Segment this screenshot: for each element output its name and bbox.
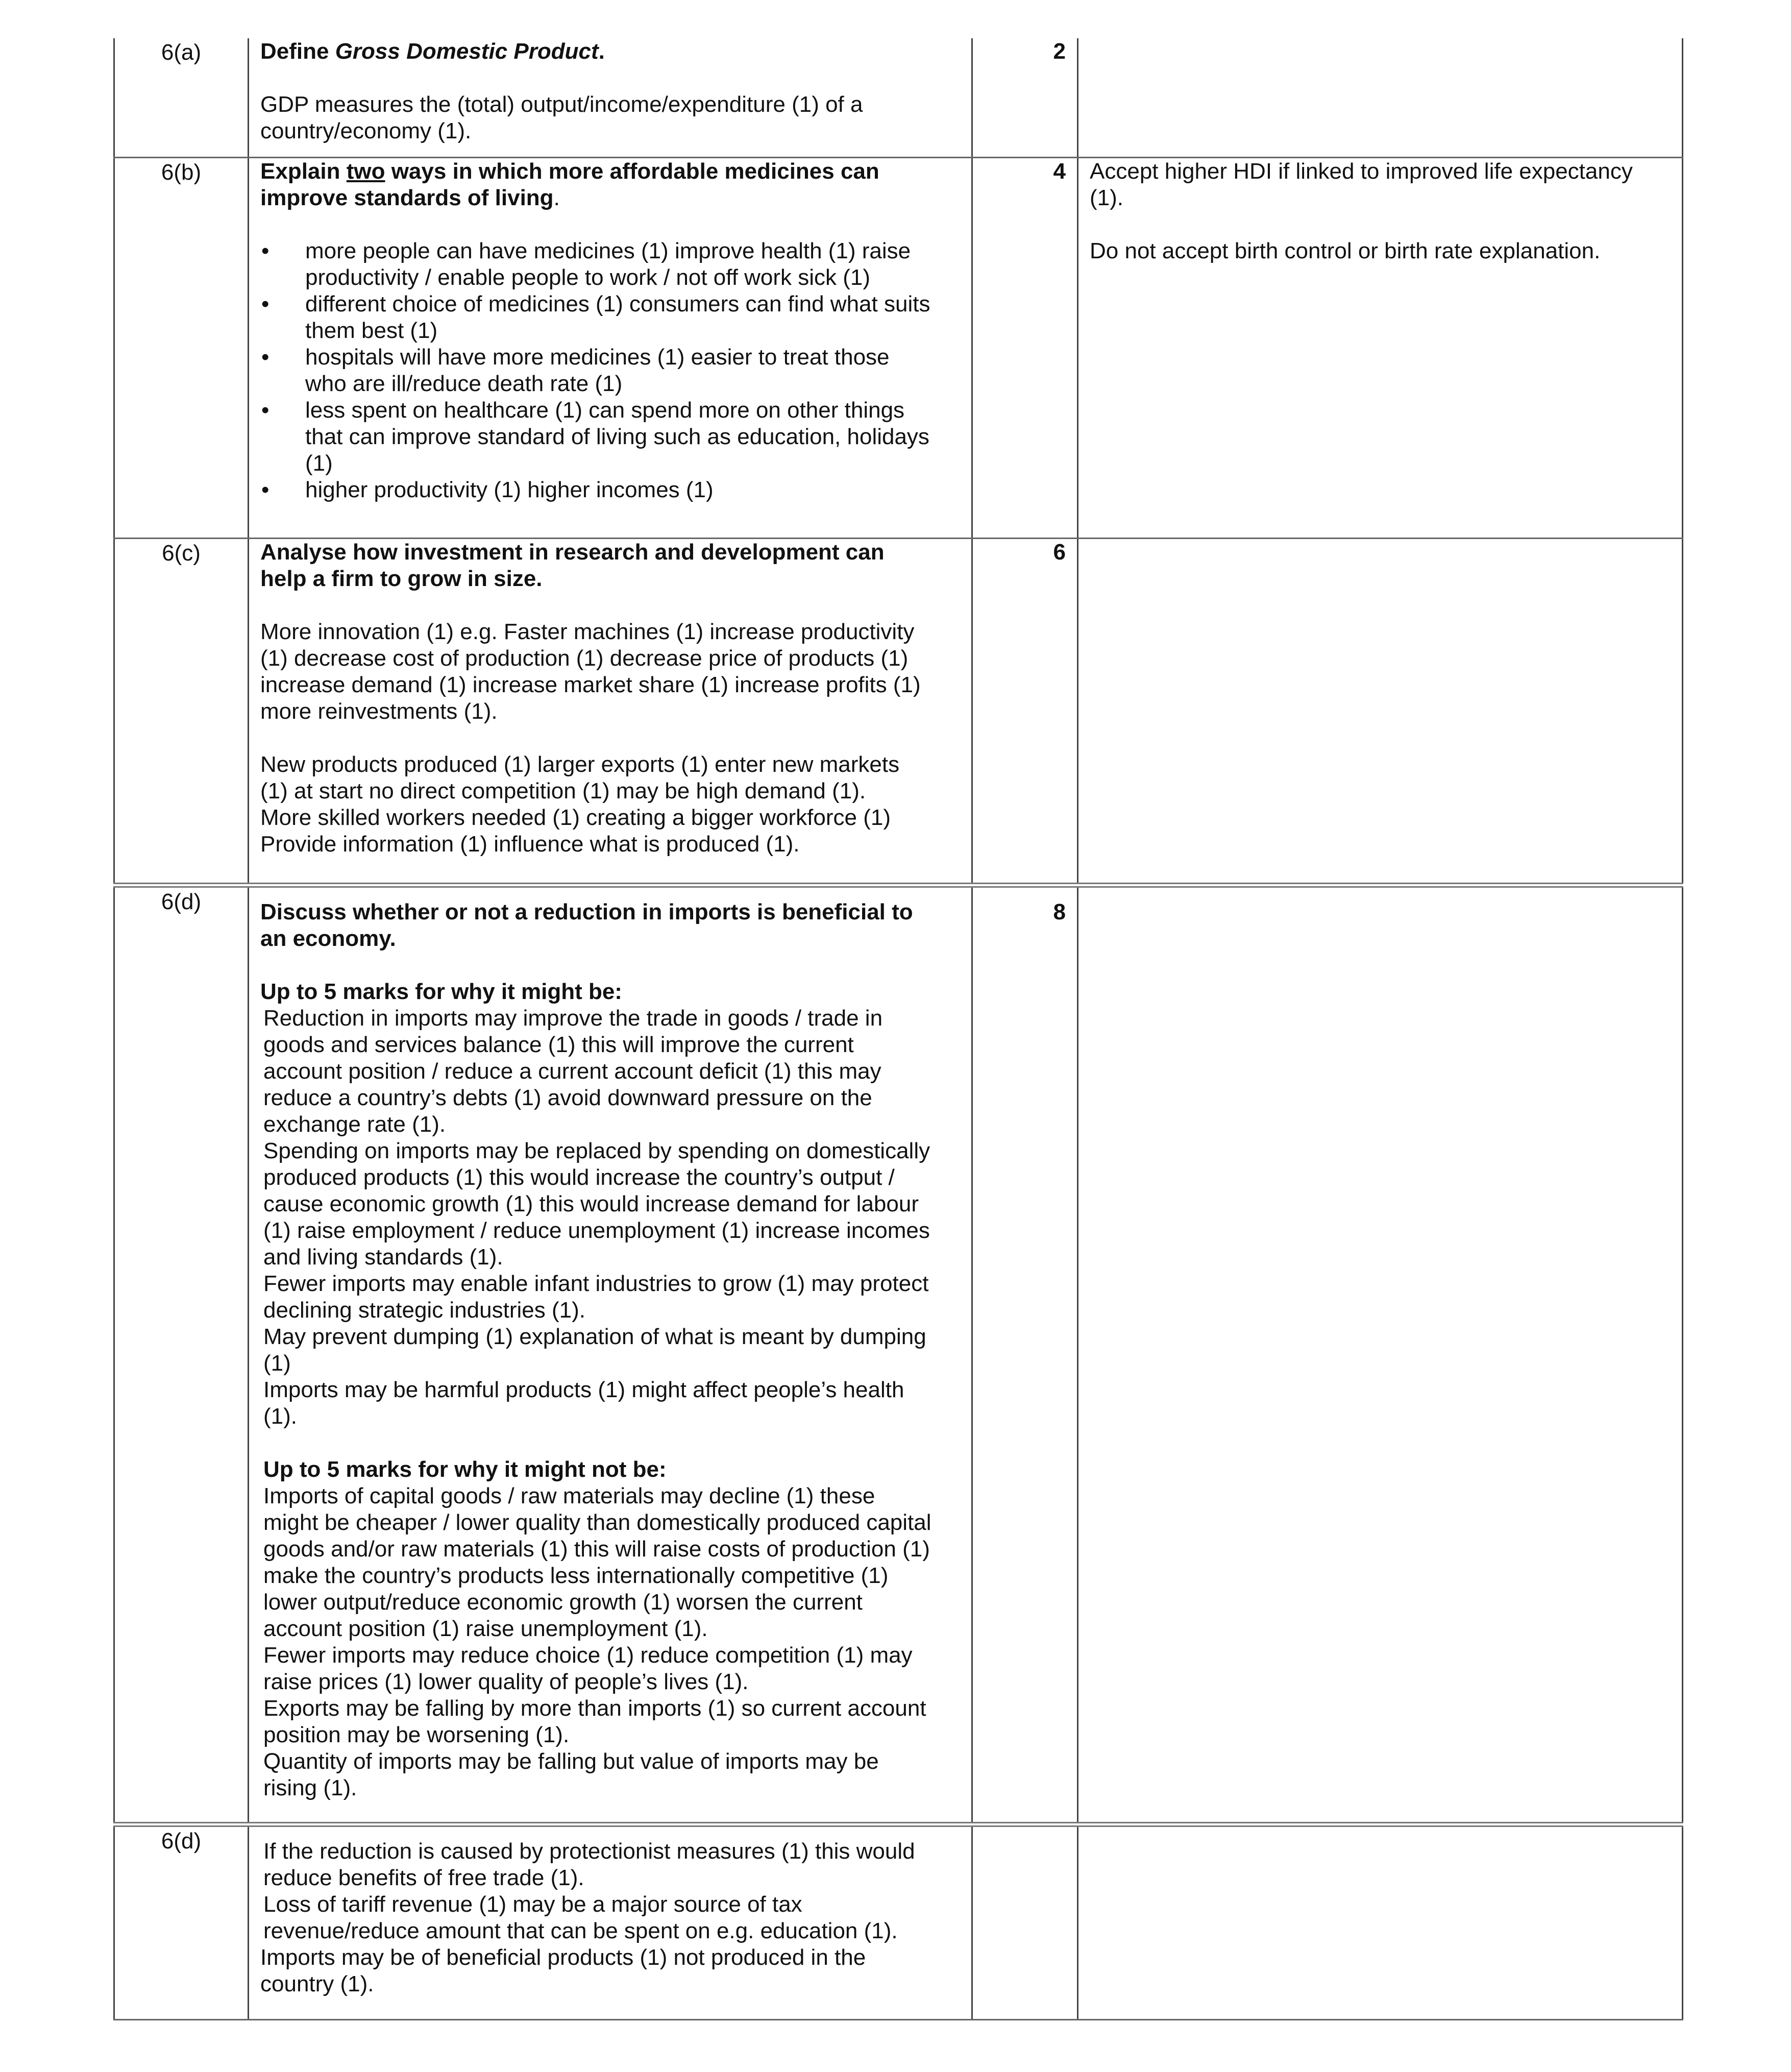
question-text: an economy. [260,926,396,951]
answer-line: account position / reduce a current account deficit (1) this may [263,1059,881,1084]
answer-block [260,1005,963,1801]
answer-line: (1) decrease cost of production (1) decrease price of products (1) [260,645,909,671]
answer-line: Fewer imports may reduce choice (1) reduce competition (1) may [263,1643,913,1668]
table-row [114,1824,1683,2019]
answer-line: rising (1). [263,1775,357,1800]
question-number: 6(a) [114,38,249,157]
question-text: help a firm to grow in size. [260,566,543,591]
answer-line: Imports may be of beneficial products (1) not produced in the [260,1945,866,1970]
answer-line: (1) [263,1351,291,1376]
guidance-cell [1078,157,1683,538]
marks-value: 2 [972,38,1078,157]
section-heading: Up to 5 marks for why it might not be: [263,1457,667,1482]
answer-line: More innovation (1) e.g. Faster machines (1) increase productivity [260,619,915,644]
answer-line: Spending on imports may be replaced by spending on domestically [263,1138,930,1163]
marks-value: 6 [972,538,1078,885]
answer-line: (1). [263,1404,297,1429]
answer-line: make the country’s products less internationally competitive (1) [263,1563,889,1588]
answer-line: declining strategic industries (1). [263,1298,585,1323]
answer-line: lower output/reduce economic growth (1) worsen the current [263,1590,863,1615]
question-text: Define Gross Domestic Product. [260,39,605,64]
answer-line: position may be worsening (1). [263,1722,570,1747]
answer-line: Imports of capital goods / raw materials may decline (1) these [263,1483,875,1508]
list-item: • more people can have medicines (1) improve health (1) raise productivity / enable people to work / not off work sick (1) [305,238,963,291]
answer-line: New products produced (1) larger exports (1) enter new markets [260,751,900,777]
answer-cell [249,538,972,885]
answer-line: more reinvestments (1). [260,698,498,724]
marks-value: 8 [972,885,1078,1824]
answer-line: Fewer imports may enable infant industries to grow (1) may protect [263,1271,929,1296]
table-row [114,38,1683,157]
question-text: Analyse how investment in research and development can [260,539,885,565]
answer-line: May prevent dumping (1) explanation of what is meant by dumping [263,1324,926,1349]
table-row [114,157,1683,538]
list-item: • higher productivity (1) higher incomes (1) [305,477,963,503]
mark-scheme-table-wrapper [113,38,1682,2020]
guidance-line: Do not accept birth control or birth rate explanation. [1090,238,1601,263]
answer-line: Loss of tariff revenue (1) may be a major source of tax [263,1892,802,1917]
answer-line: goods and services balance (1) this will improve the current [263,1032,854,1057]
question-text: improve standards of living. [260,185,560,210]
answer-line: If the reduction is caused by protectionist measures (1) this would [263,1839,915,1864]
answer-line: cause economic growth (1) this would increase demand for labour [263,1191,919,1216]
answer-line: GDP measures the (total) output/income/expenditure (1) of a [260,92,863,117]
answer-block [260,1838,963,1944]
question-text: Discuss whether or not a reduction in imports is beneficial to [260,899,913,924]
answer-line: raise prices (1) lower quality of people’s lives (1). [263,1669,749,1694]
answer-line: Quantity of imports may be falling but value of imports may be [263,1749,879,1774]
answer-cell [249,157,972,538]
question-number: 6(b) [114,157,249,538]
marks-value: 4 [972,157,1078,538]
answer-line: Exports may be falling by more than imports (1) so current account [263,1696,926,1721]
section-heading: Up to 5 marks for why it might be: [260,979,622,1004]
answer-line: Imports may be harmful products (1) might affect people’s health [263,1377,904,1402]
guidance-cell [1078,538,1683,885]
table-row [114,538,1683,885]
guidance-cell [1078,38,1683,157]
answer-line: More skilled workers needed (1) creating a bigger workforce (1) [260,805,891,830]
answer-cell [249,885,972,1824]
answer-line: Reduction in imports may improve the trade in goods / trade in [263,1006,883,1031]
mark-scheme-table [113,38,1683,2020]
answer-line: reduce benefits of free trade (1). [263,1865,584,1890]
list-item: • less spent on healthcare (1) can spend more on other things that can improve standard of living such as education, holidays (1) [305,397,963,477]
table-row [114,885,1683,1824]
answer-line: might be cheaper / lower quality than domestically produced capital [263,1510,931,1535]
answer-cell [249,1824,972,2019]
guidance-line: (1). [1090,185,1123,210]
answer-line: country/economy (1). [260,118,472,143]
question-number: 6(c) [114,538,249,885]
answer-cell [249,38,972,157]
answer-line: country (1). [260,1971,374,1996]
question-number: 6(d) [114,1824,249,2019]
question-number: 6(d) [114,885,249,1824]
list-item: • different choice of medicines (1) consumers can find what suits them best (1) [305,291,963,344]
answer-line: exchange rate (1). [263,1112,446,1137]
question-text: Explain two ways in which more affordable medicines can [260,158,879,184]
answer-line: Provide information (1) influence what is produced (1). [260,831,800,857]
guidance-cell [1078,885,1683,1824]
guidance-cell [1078,1824,1683,2019]
answer-line: reduce a country’s debts (1) avoid downward pressure on the [263,1085,872,1110]
answer-line: goods and/or raw materials (1) this will raise costs of production (1) [263,1537,930,1562]
guidance-line: Accept higher HDI if linked to improved life expectancy [1090,158,1633,184]
answer-line: produced products (1) this would increase the country’s output / [263,1165,895,1190]
marks-value [972,1824,1078,2019]
answer-line: account position (1) raise unemployment (1). [263,1616,708,1641]
answer-line: revenue/reduce amount that can be spent on e.g. education (1). [263,1918,898,1943]
answer-line: and living standards (1). [263,1245,503,1270]
answer-line: (1) raise employment / reduce unemployment (1) increase incomes [263,1218,930,1243]
answer-line: (1) at start no direct competition (1) may be high demand (1). [260,778,866,803]
list-item: • hospitals will have more medicines (1) easier to treat those who are ill/reduce death rate (1) [305,344,963,397]
bullet-list [260,238,963,503]
answer-line: increase demand (1) increase market share (1) increase profits (1) [260,672,921,697]
